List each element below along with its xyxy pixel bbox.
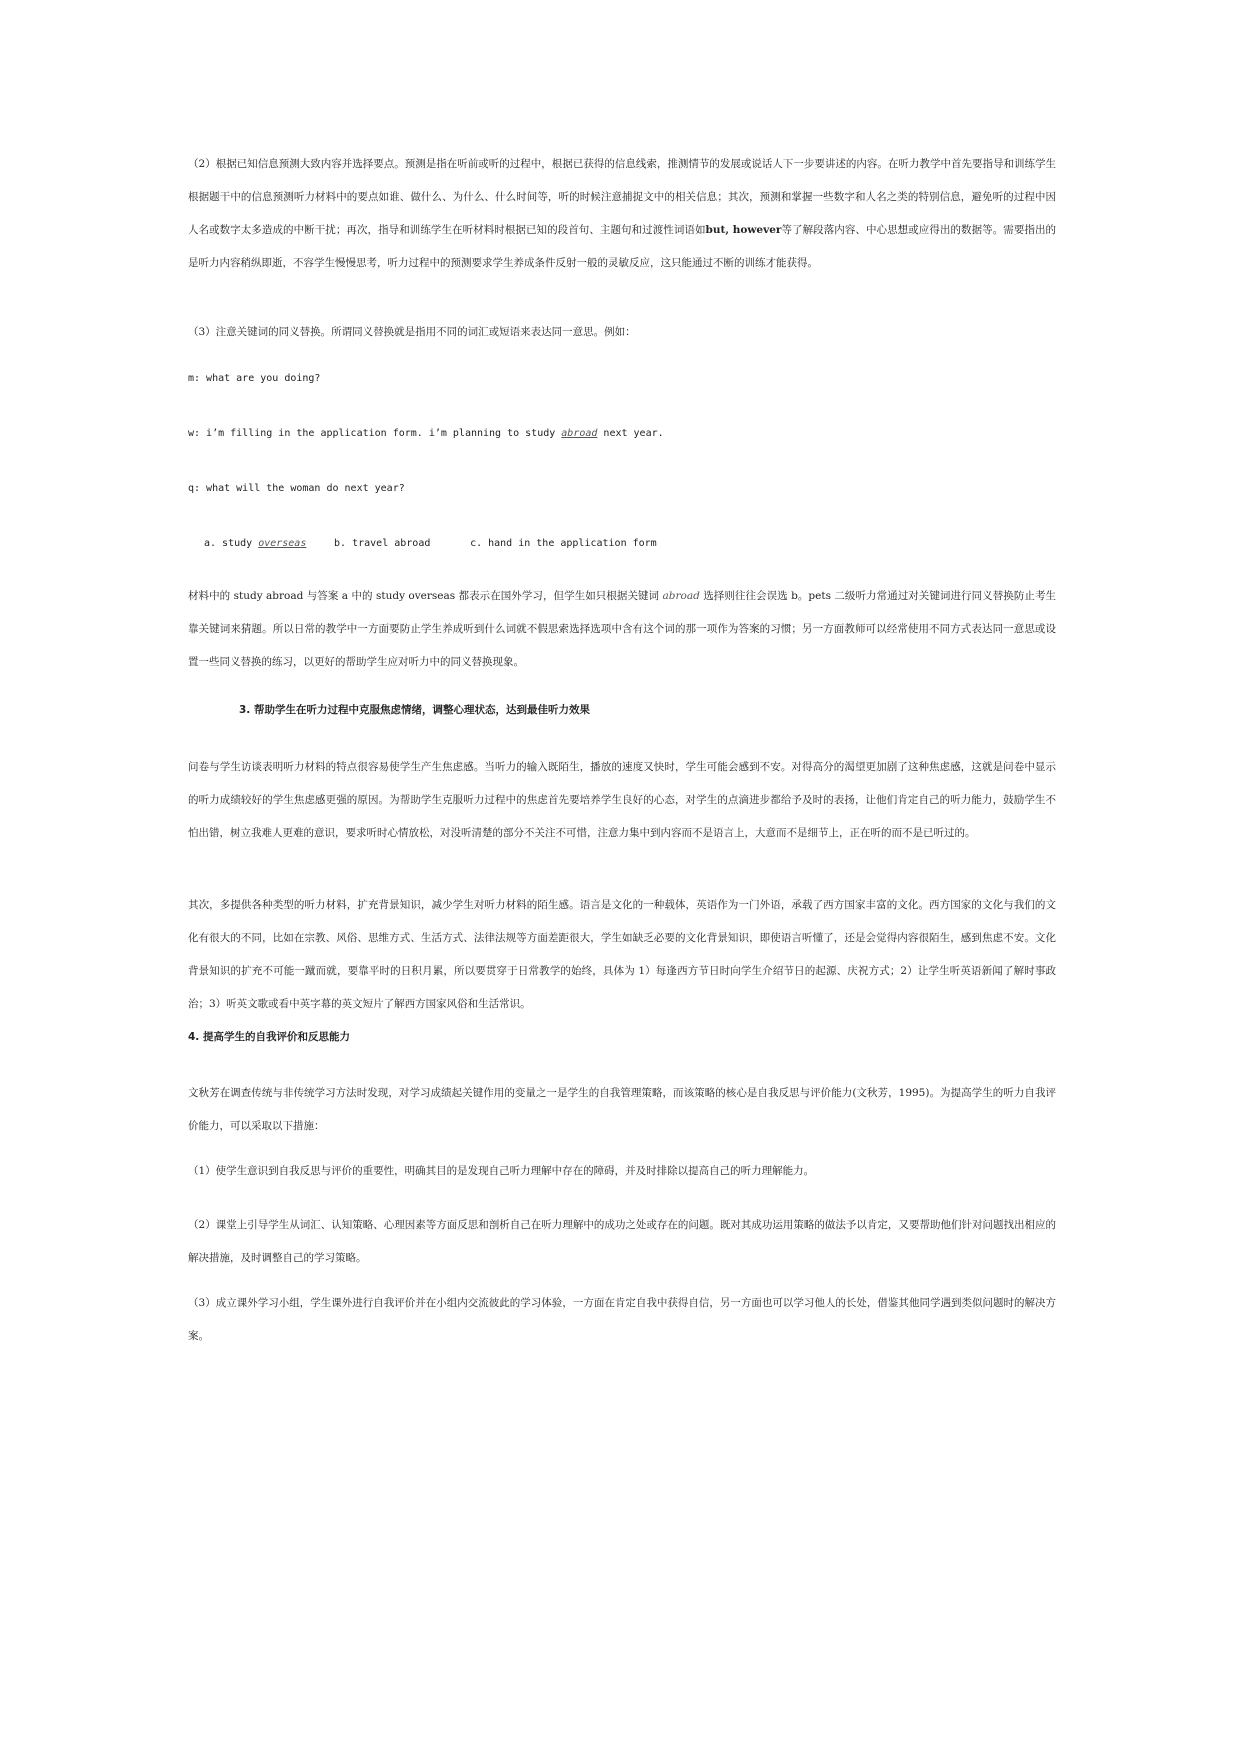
option-c: c. hand in the application form — [470, 538, 657, 549]
option-a: a. study overseas — [204, 538, 307, 549]
dialog-m-line: m: what are you doing? — [188, 373, 321, 384]
dialog-q-line: q: what will the woman do next year? — [188, 483, 405, 494]
paragraph-anxiety: 问卷与学生访谈表明听力材料的特点很容易使学生产生焦虑感。当听力的输入既陌生，播放的速度又快时，学生可能会感到不安。对得高分的渴望更加剧了这种焦虑感，这就是问卷中显示的听力成绩较好的学生焦虑感更强的原因。为帮助学生克服听力过程中的焦虑首先要培养学生良好的心态，对学生的点滴进步都给予及时的表扬，让他们肯定自己的听力能力，鼓励学生不怕出错，树立我难人更难的意识，要求听时心情放松，对没听清楚的部分不关注不可惜，注意力集中到内容而不是语言上，大意而不是细节上，正在听的而不是已听过的。 — [188, 761, 1056, 839]
list-item-1: （1）使学生意识到自我反思与评价的重要性，明确其目的是发现自己听力理解中存在的障碍，并及时排除以提高自己的听力理解能力。 — [188, 1165, 815, 1177]
paragraph-background-knowledge: 其次，多提供各种类型的听力材料，扩充背景知识，减少学生对听力材料的陌生感。语言是文化的一种载体，英语作为一门外语，承载了西方国家丰富的文化。西方国家的文化与我们的文化有很大的不同，比如在宗教、风俗、思维方式、生活方式、法律法规等方面差距很大，学生如缺乏必要的文化背景知识，即使语言听懂了，还是会觉得内容很陌生，感到焦虑不安。文化背景知识的扩充不可能一蹴而就，要靠平时的日积月累，所以要贯穿于日常教学的始终，具体为 1）每逢西方节日时向学生介绍节日的起源、庆祝方式；2）让学生听英语新闻了解时事政治；3）听英文歌或看中英字幕的英文短片了解西方国家风俗和生活常识。 — [188, 899, 1056, 1010]
option-b: b. travel abroad — [334, 538, 431, 549]
paragraph-prediction: （2）根据已知信息预测大致内容并选择要点。预测是指在听前或听的过程中，根据已获得的信息线索，推测情节的发展或说话人下一步要讲述的内容。在听力教学中首先要指导和训练学生根据题干中的信息预测听力材料中的要点如谁、做什么、为什么、什么时间等，听的时候注意捕捉文中的相关信息；其次，预测和掌握一些数字和人名之类的特别信息，避免听的过程中因人名或数字太多造成的中断干扰；再次，指导和训练学生在听材料时根据已知的段首句、主题句和过渡性词语如but, however等了解段落内容、中心思想或应得出的数据等。需要指出的是听力内容稍纵即逝，不容学生慢慢思考，听力过程中的预测要求学生养成条件反射一般的灵敏反应，这只能通过不断的训练才能获得。 — [188, 158, 1057, 269]
inline-but-however: but, however — [705, 224, 782, 236]
keyword-abroad-2: abroad — [662, 590, 700, 602]
answer-options — [204, 534, 657, 554]
list-item-3: （3）成立课外学习小组，学生课外进行自我评价并在小组内交流彼此的学习体验，一方面在肯定自我中获得自信，另一方面也可以学习他人的长处，借鉴其他同学遇到类似问题时的解决方案。 — [188, 1297, 1056, 1342]
keyword-abroad: abroad — [561, 428, 598, 439]
dialog-w-line: w: i’m filling in the application form. i’m planning to study abroad next year. — [188, 428, 664, 439]
paragraph-self-evaluation: 文秋芳在调查传统与非传统学习方法时发现，对学习成绩起关键作用的变量之一是学生的自我管理策略，而该策略的核心是自我反思与评价能力(文秋芳，1995)。为提高学生的听力自我评价能力，可以采取以下措施： — [188, 1087, 1056, 1132]
paragraph-synonym: （3）注意关键词的同义替换。所谓同义替换就是指用不同的词汇或短语来表达同一意思。例如： — [188, 326, 636, 338]
heading-section-4: 4. 提高学生的自我评价和反思能力 — [188, 1031, 350, 1043]
paragraph-synonym-explanation: 材料中的 study abroad 与答案 a 中的 study overseas 都表示在国外学习，但学生如只根据关键词 abroad 选择则往往会误选 b。pets 二级听力常通过对关键词进行同义替换防止考生靠关键词来猜题。所以日常的教学中一方面要防止学生养成听到什么词就不假思索选择选项中含有这个词的那一项作为答案的习惯；另一方面教师可以经常使用不同方式表达同一意思或设置一些同义替换的练习，以更好的帮助学生应对听力中的同义替换现象。 — [188, 590, 1056, 668]
keyword-overseas: overseas — [258, 538, 307, 549]
list-item-2: （2）课堂上引导学生从词汇、认知策略、心理因素等方面反思和剖析自己在听力理解中的成功之处或存在的问题。既对其成功运用策略的做法予以肯定，又要帮助他们针对问题找出相应的解决措施，及时调整自己的学习策略。 — [188, 1219, 1056, 1264]
heading-section-3: 3. 帮助学生在听力过程中克服焦虑情绪，调整心理状态，达到最佳听力效果 — [239, 704, 590, 716]
